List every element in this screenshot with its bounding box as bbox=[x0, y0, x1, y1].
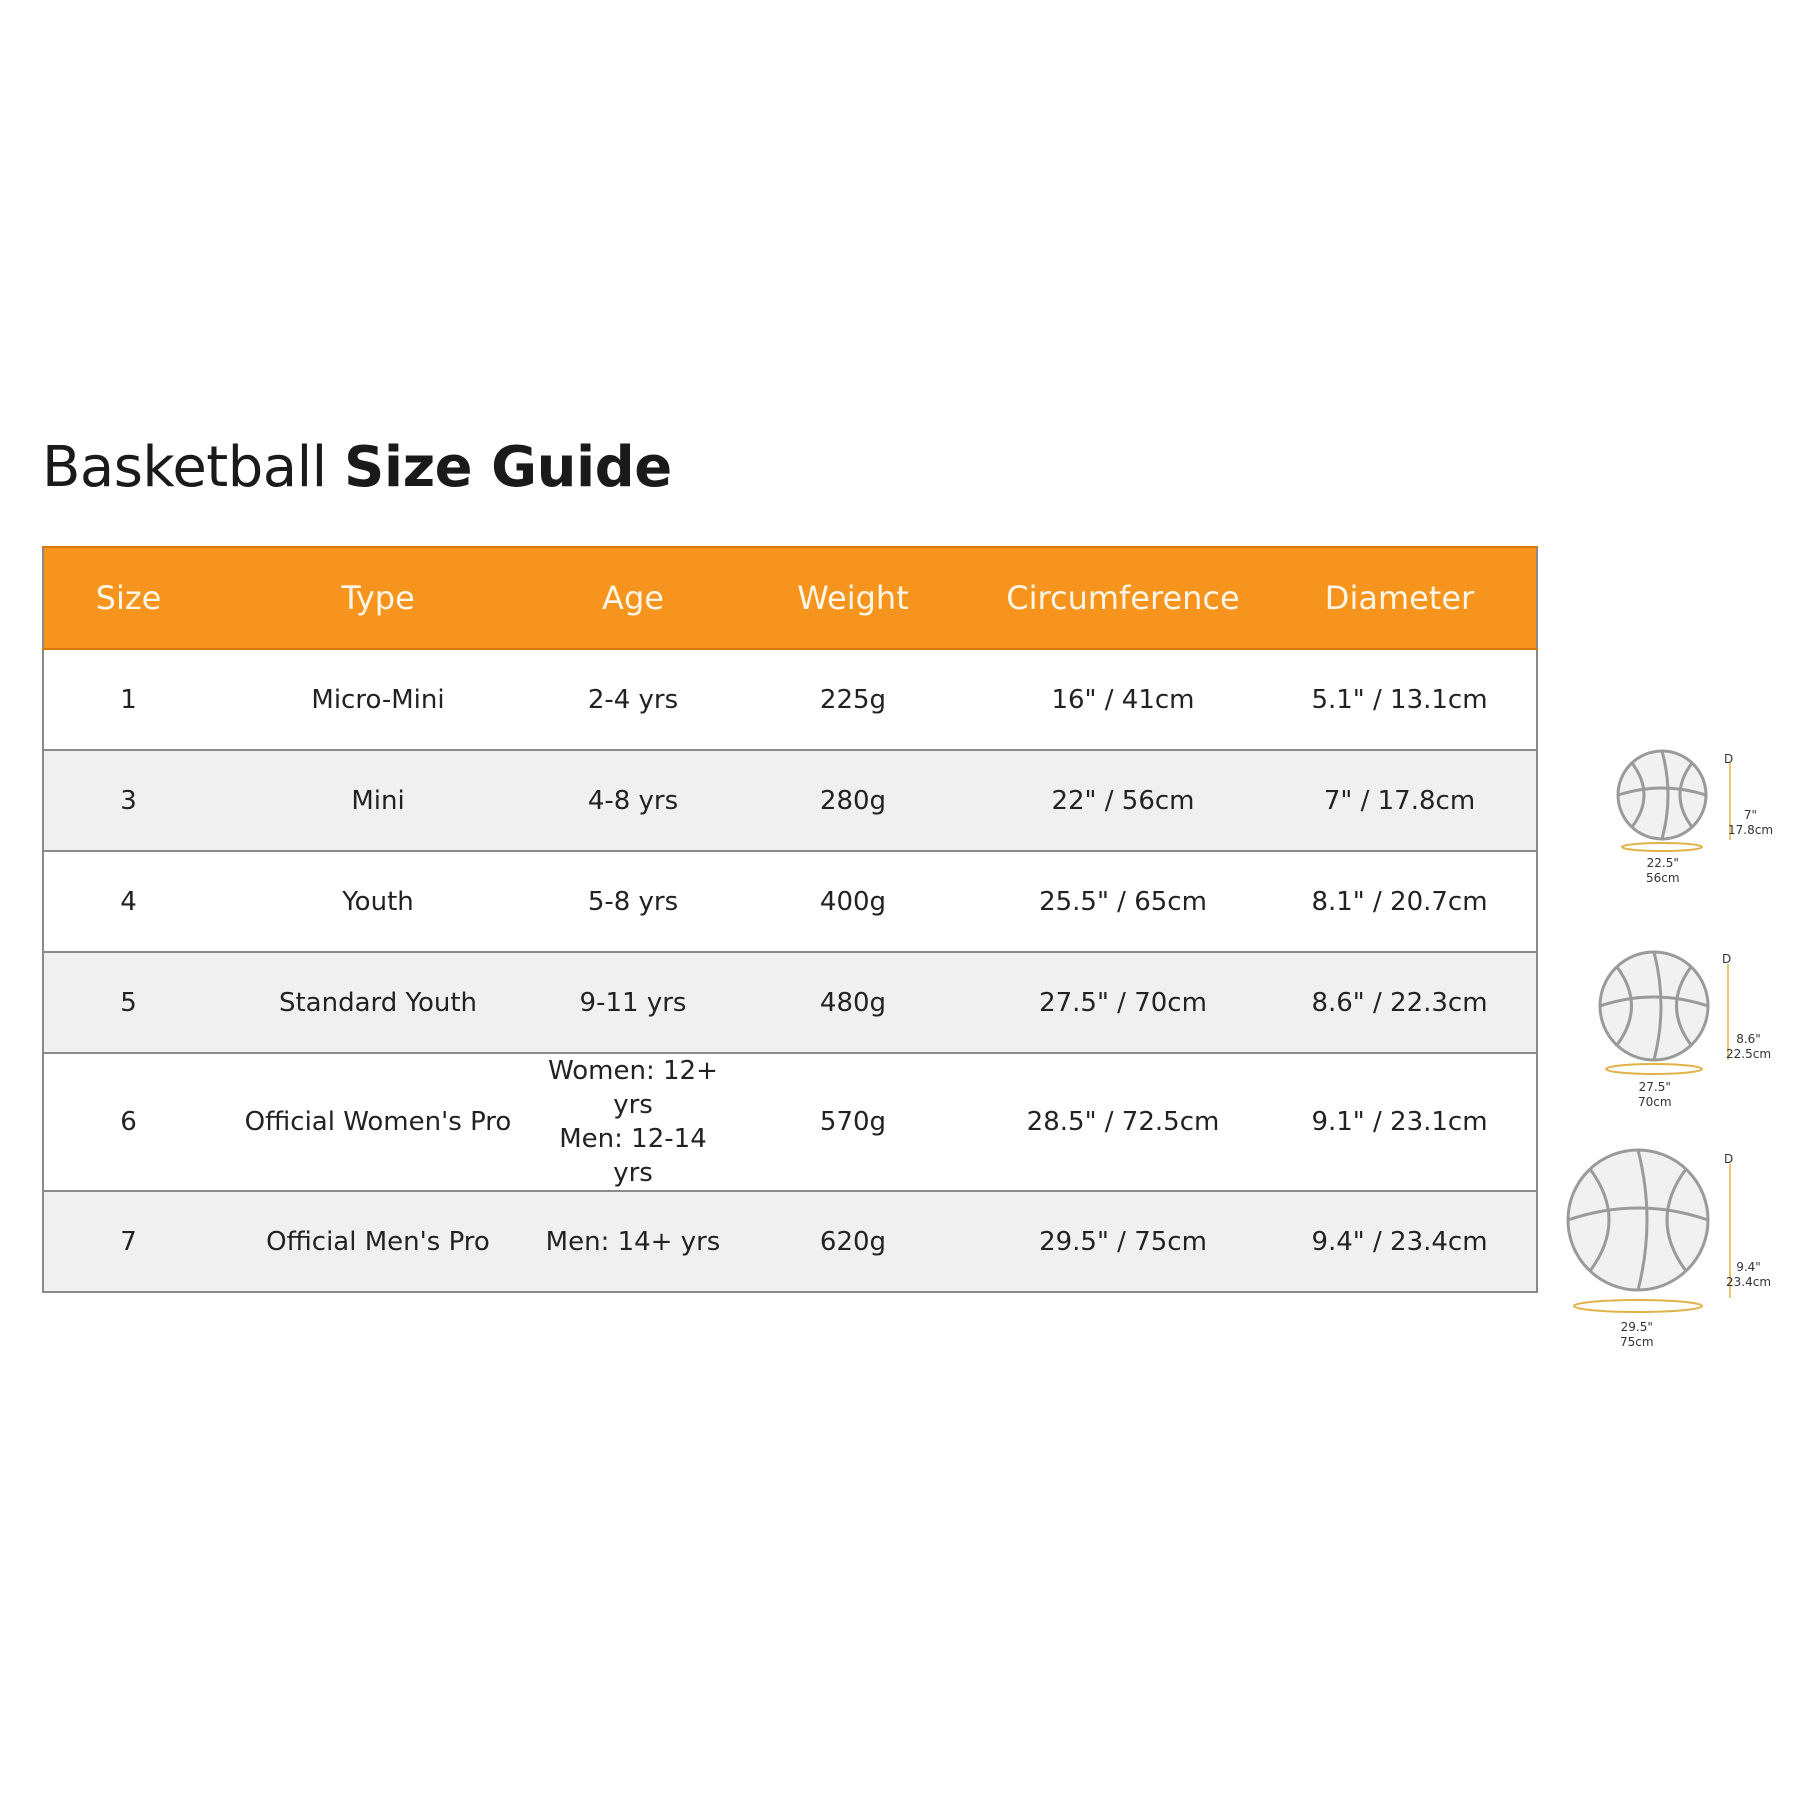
cell-size: 7 bbox=[43, 1191, 213, 1292]
ball-figure-medium bbox=[1594, 948, 1788, 1120]
header-size: Size bbox=[43, 547, 213, 649]
cell-diameter: 7" / 17.8cm bbox=[1263, 750, 1537, 851]
table-row bbox=[43, 649, 1537, 750]
cell-weight: 225g bbox=[723, 649, 983, 750]
cell-circumference: 16" / 41cm bbox=[983, 649, 1263, 750]
cell-age bbox=[543, 649, 723, 750]
cell-age bbox=[543, 851, 723, 952]
age-line: 4-8 yrs bbox=[587, 785, 679, 816]
ball-medium-circumference: 27.5" 70cm bbox=[1638, 1080, 1672, 1109]
cell-weight: 620g bbox=[723, 1191, 983, 1292]
ball-small-diameter: 7" 17.8cm bbox=[1728, 808, 1774, 837]
ball-large-circumference: 29.5" 75cm bbox=[1620, 1320, 1654, 1349]
cell-diameter: 9.4" / 23.4cm bbox=[1263, 1191, 1537, 1292]
table-header bbox=[43, 547, 1537, 649]
cell-type: Micro-Mini bbox=[213, 649, 543, 750]
page-title bbox=[42, 435, 672, 500]
ball-small-circumference: 22.5" 56cm bbox=[1646, 856, 1680, 885]
cell-size: 3 bbox=[43, 750, 213, 851]
cell-weight: 570g bbox=[723, 1053, 983, 1191]
cell-diameter: 8.1" / 20.7cm bbox=[1263, 851, 1537, 952]
cell-weight: 400g bbox=[723, 851, 983, 952]
cell-circumference: 25.5" / 65cm bbox=[983, 851, 1263, 952]
cell-weight: 480g bbox=[723, 952, 983, 1053]
title-prefix: Basketball bbox=[42, 435, 327, 500]
age-line: 5-8 yrs bbox=[587, 886, 679, 917]
header-type: Type bbox=[213, 547, 543, 649]
cell-diameter: 5.1" / 13.1cm bbox=[1263, 649, 1537, 750]
ball-large-letter: D bbox=[1724, 1152, 1734, 1166]
cell-type: Official Men's Pro bbox=[213, 1191, 543, 1292]
cell-age bbox=[543, 750, 723, 851]
table-row bbox=[43, 1191, 1537, 1292]
cell-diameter: 9.1" / 23.1cm bbox=[1263, 1053, 1537, 1191]
cell-type: Standard Youth bbox=[213, 952, 543, 1053]
age-line: 2-4 yrs bbox=[587, 684, 679, 715]
cell-age bbox=[543, 952, 723, 1053]
cell-type: Youth bbox=[213, 851, 543, 952]
cell-size: 5 bbox=[43, 952, 213, 1053]
basketball-large-icon bbox=[1560, 1148, 1788, 1368]
size-guide-table bbox=[42, 546, 1538, 1293]
header-row bbox=[43, 547, 1537, 649]
ball-small-letter: D bbox=[1724, 752, 1734, 766]
age-line: 9-11 yrs bbox=[579, 987, 687, 1018]
table-body bbox=[43, 649, 1537, 1292]
header-weight: Weight bbox=[723, 547, 983, 649]
ball-medium-diameter: 8.6" 22.5cm bbox=[1726, 1032, 1772, 1061]
cell-diameter: 8.6" / 22.3cm bbox=[1263, 952, 1537, 1053]
cell-age bbox=[543, 1191, 723, 1292]
cell-type: Official Women's Pro bbox=[213, 1053, 543, 1191]
ball-figure-small bbox=[1608, 748, 1788, 898]
table-row bbox=[43, 1053, 1537, 1191]
age-line: Men: 14+ yrs bbox=[545, 1226, 721, 1257]
cell-size: 1 bbox=[43, 649, 213, 750]
header-diameter: Diameter bbox=[1263, 547, 1537, 649]
cell-weight: 280g bbox=[723, 750, 983, 851]
header-circumference: Circumference bbox=[983, 547, 1263, 649]
cell-size: 6 bbox=[43, 1053, 213, 1191]
age-line: Men: 12-14 yrs bbox=[559, 1124, 707, 1188]
cell-circumference: 22" / 56cm bbox=[983, 750, 1263, 851]
cell-size: 4 bbox=[43, 851, 213, 952]
ball-figure-large bbox=[1560, 1148, 1788, 1368]
cell-circumference: 27.5" / 70cm bbox=[983, 952, 1263, 1053]
ball-large-diameter: 9.4" 23.4cm bbox=[1726, 1260, 1772, 1289]
table-row bbox=[43, 851, 1537, 952]
ball-medium-letter: D bbox=[1722, 952, 1732, 966]
table-row bbox=[43, 952, 1537, 1053]
age-line: Women: 12+ yrs bbox=[548, 1056, 718, 1120]
cell-age bbox=[543, 1053, 723, 1191]
cell-circumference: 29.5" / 75cm bbox=[983, 1191, 1263, 1292]
cell-type: Mini bbox=[213, 750, 543, 851]
table-row bbox=[43, 750, 1537, 851]
header-age: Age bbox=[543, 547, 723, 649]
cell-circumference: 28.5" / 72.5cm bbox=[983, 1053, 1263, 1191]
title-main: Size Guide bbox=[344, 435, 672, 500]
